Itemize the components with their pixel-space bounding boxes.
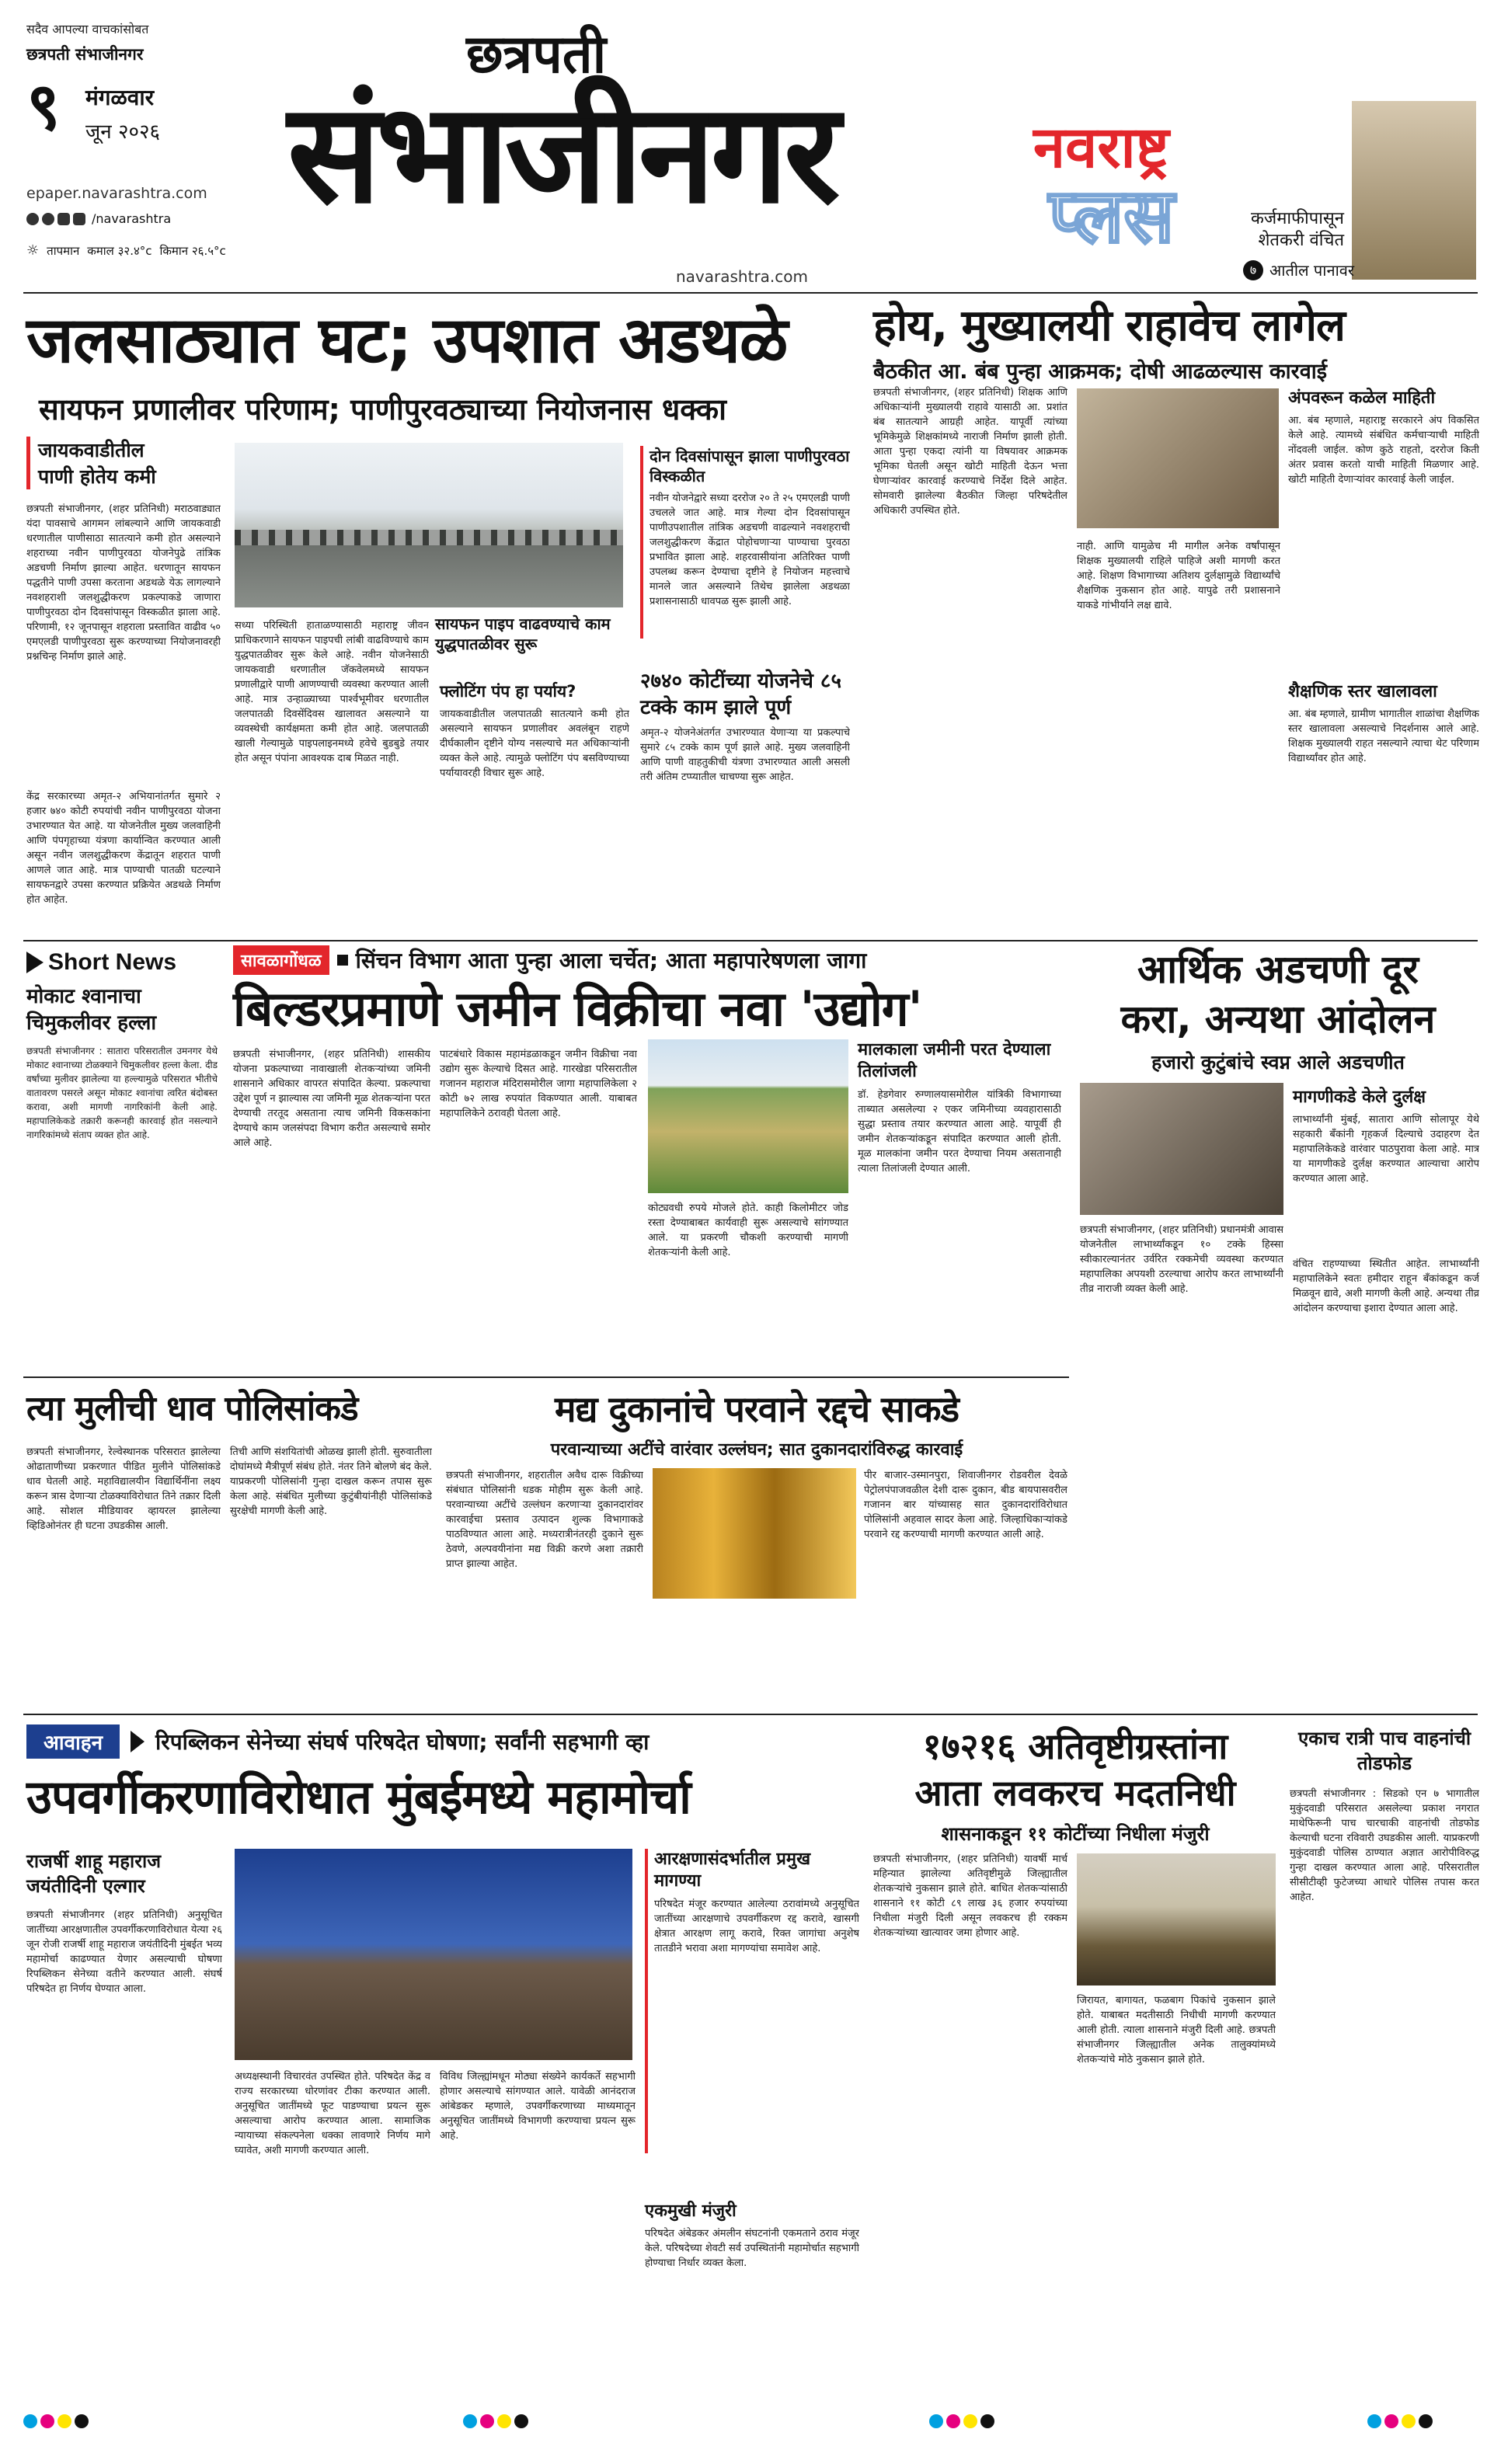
section-rule-1: [23, 940, 1478, 941]
meeting-side-body: आ. बंब म्हणाले, महाराष्ट्र सरकारने अंप विकसित केले आहे. त्यामध्ये संबंधित कर्मचाऱ्याची माहिती नोंदवली जाईल. कोण कुठे राहतो, दररोज किती अंतर प्रवास करतो याची माहिती मिळणार आहे. खोटी माहिती देणाऱ्यांवर कारवाई केली जाईल.: [1288, 415, 1479, 485]
lead-body-2: केंद्र सरकारच्या अमृत-२ अभियानांतर्गत सुमारे २ हजार ७४० कोटी रुपयांची नवीन पाणीपुरवठा योजना उभारण्यात येत आहे. या योजनेतील मुख्य जलवाहिनी आणि पंपगृहाच्या यंत्रणा कार्यान्वित करण्यात आली असून नवीन जलशुद्धीकरण केंद्रातून शहरात पाणी आणले जात आहे. मात्र पाण्याची पातळी घटल्याने सायफनद्वारे उपसा करण्यात प्रक्रियेत अडथळे निर्माण होत आहेत.: [26, 791, 221, 906]
teaser-label: आतील पानावर: [1269, 261, 1355, 280]
shortnews-label: Short News: [26, 949, 218, 976]
shortnews-body: छत्रपती संभाजीनगर : सातारा परिसरातील उमनगर येथे मोकाट श्वानाच्या टोळक्याने चिमुकलीवर हल्ला केला. दीड वर्षांच्या मुलीवर झालेल्या या हल्ल्यामुळे परिसरात भीतीचे वातावरण पसरले असून मोकाट श्वानांचा त्वरित बंदोबस्त करावा, अशी मागणी नागरिकांनी केली आहे. महापालिकेकडे तक्रारी करूनही कारवाई होत नसल्याने नागरिकांमध्ये संताप व्यक्त होत आहे.: [26, 1046, 218, 1140]
builder-kicker-line: सिंचन विभाग आता पुन्हा आला चर्चेत; आता महापारेषणला जागा: [355, 948, 867, 973]
lead-headline: जलसाठ्यात घट; उपशात अडथळे: [26, 304, 788, 378]
rally-photo: [235, 1849, 632, 2060]
lead-box2-title: २७४० कोटींच्या योजनेचे ८५ टक्के काम झाले पूर्ण: [640, 670, 841, 719]
meeting-subhead: बैठकीत आ. बंब पुन्हा आक्रमक; दोषी आढळल्यास कारवाई: [873, 360, 1327, 384]
liquor-body: छत्रपती संभाजीनगर, शहरातील अवैध दारू विक्रीच्या संबंधात पोलिसांनी धडक मोहीम सुरू केली आहे. परवान्याच्या अटींचे उल्लंघन करणाऱ्या दुकानदारांवर कारवाईचा प्रस्ताव उत्पादन शुल्क विभागाकडे पाठविण्यात आला आहे. मध्यरात्रीनंतरही दुकाने सुरू ठेवणे, अल्पवयीनांना मद्य विक्री करणे अशा तक्रारी प्राप्त झाल्या आहेत.: [446, 1470, 643, 1570]
builder-box-body: डॉ. हेडगेवार रुग्णालयासमोरील यांत्रिकी विभागाच्या ताब्यात असलेल्या २ एकर जमिनीच्या व्यवहारासाठी सुद्धा प्रस्ताव तयार करण्यात आला आहे. यापूर्वी ही जमीन शेतकऱ्यांकडून संपादित करण्यात आली होती. मूळ मालकांना जमीन परत देण्याचा नियम असतानाही त्याला तिलांजली देण्यात आली.: [858, 1089, 1061, 1175]
loan-subhead: हजारो कुटुंबांचे स्वप्न आले अडचणीत: [1151, 1051, 1405, 1074]
shortnews-title: मोकाट श्वानाचा चिमुकलीवर हल्ला: [26, 985, 157, 1035]
loan-side: [1293, 1084, 1479, 1246]
lead-sidebar-line1: जायकवाडीतील: [38, 439, 145, 461]
masthead-title: संभाजीनगर: [287, 73, 836, 234]
facebook-icon[interactable]: [26, 213, 39, 225]
relief-body: छत्रपती संभाजीनगर, (शहर प्रतिनिधी) यावर्षी मार्च महिन्यात झालेल्या अतिवृष्टीमुळे जिल्ह्यातील शेतकऱ्यांचे नुकसान झाले होते. बाधित शेतकऱ्यांसाठी शासनाने ११ कोटी ८९ लाख ३६ हजार रुपयांच्या निधीला मंजुरी दिली असून लवकरच ही रक्कम शेतकऱ्यांच्या खात्यावर जमा होणार आहे.: [873, 1853, 1067, 1939]
registration-marks-left: [23, 2414, 92, 2428]
lead-box2-body: अमृत-२ योजनेअंतर्गत उभारण्यात येणाऱ्या या प्रकल्पाचे सुमारे ८५ टक्के काम पूर्ण झाले आहे. मुख्य जलवाहिनी आणि पाणी वाहतुकीची यंत्रणा उभारण्यात आली असली तरी अंतिम टप्प्यातील चाचण्या सुरू आहेत.: [640, 727, 850, 783]
floating-pump: [440, 680, 629, 931]
loan-body-2: वंचित राहण्याच्या स्थितीत आहेत. लाभार्थ्यांनी महापालिकेने स्वतः हमीदार राहून बँकांकडून कर्ज मिळवून द्यावे, अशी मागणी केली आहे. अन्यथा तीव्र आंदोलन करण्याचा इशारा देण्यात आला आहे.: [1293, 1258, 1479, 1314]
builder-kicker-row: [233, 945, 1064, 976]
weather-row: [26, 242, 226, 259]
lead-sidebar-line2: पाणी होतेय कमी: [38, 465, 156, 488]
loan-headline: [1080, 945, 1476, 1044]
loan-side-title: मागणीकडे केले दुर्लक्ष: [1293, 1088, 1426, 1107]
lead-body-3: सध्या परिस्थिती हाताळण्यासाठी महाराष्ट्र जीवन प्राधिकरणाने सायफन पाइपची लांबी वाढविण्याचे काम युद्धपातळीवर सुरू केले आहे. नवीन योजनेसाठी जायकवाडी धरणातील जॅकवेलमध्ये सायफन प्रणालीद्वारे पाणी आणण्याची व्यवस्था करण्यात आली आहे. मात्र उन्हाळ्याच्या पार्श्वभूमीवर धरणातील जलपातळी दिवसेंदिवस खालावत असल्याने या व्यवस्थेची कार्यक्षमता कमी होत आहे. जलपातळी खाली गेल्यामुळे पाइपलाइनमध्ये हवेचे बुडबुडे तयार होत असून पंपांना आवश्यक दाब मिळत नाही.: [235, 620, 429, 764]
floating-pump-title: फ्लोटिंग पंप हा पर्याय?: [440, 682, 576, 701]
twitter-icon[interactable]: [42, 213, 54, 225]
social-row: [26, 211, 171, 226]
loan-side-body: लाभार्थ्यांनी मुंबई, सातारा आणि सोलापूर येथे सहकारी बँकांनी गृहकर्ज दिल्याचे उदाहरण देत महापालिकेकडे वारंवार पाठपुरावा केला आहे. मात्र या मागणीकडे दुर्लक्ष करण्यात आल्याचा आरोप करण्यात आला आहे.: [1293, 1114, 1479, 1185]
relief-headline-1: १७२१६ अतिवृष्टीग्रस्तांना: [922, 1725, 1228, 1767]
liquor-headline: मद्य दुकानांचे परवाने रद्दचे साकडे: [554, 1388, 959, 1430]
temp-max: कमाल ३२.४°c: [87, 243, 152, 258]
instagram-icon[interactable]: [57, 213, 70, 225]
aavahan-arrow-icon: [131, 1731, 145, 1752]
meeting-side-title: अंपवरून कळेल माहिती: [1288, 388, 1436, 408]
builder-body-2: पाटबंधारे विकास महामंडळाकडून जमीन विक्रीचा नवा उद्योग सुरू केल्याचे दिसत आहे. गारखेडा परिसरातील गजानन महाराज मंदिरासमोरील जागा महापालिकेला २ कोटी ७२ लाख रुपयांत विकण्यात आली. याबाबत महापालिकेने ठरावही घेतला आहे.: [440, 1049, 637, 1119]
bottles-photo: [653, 1468, 856, 1599]
vehicles-headline: एकाच रात्री पाच वाहनांची तोडफोड: [1297, 1728, 1471, 1774]
temp-min: किमान २६.५°c: [159, 243, 226, 258]
lead-box-title: दोन दिवसांपासून झाला पाणीपुरवठा विस्कळीत: [650, 447, 850, 485]
teaser-page-row[interactable]: [1243, 259, 1354, 280]
edition-city: छत्रपती संभाजीनगर: [26, 45, 144, 64]
aavahan-headline: उपवर्गीकरणाविरोधात मुंबईमध्ये महामोर्चा: [26, 1770, 691, 1825]
lead-body-1: छत्रपती संभाजीनगर, (शहर प्रतिनिधी) मराठवाड्यात यंदा पावसाचे आगमन लांबल्याने आणि जायकवाडी धरणातील पाणीसाठा सातत्याने कमी होत असल्याने शहराच्या नवीन पाणीपुरवठा योजनेपुढे तांत्रिक अडचणी निर्माण झाल्या आहेत. धरणातून सायफन पद्धतीने पाणी उपसा करताना अडथळे येऊ लागल्याने नवशहराशी जलशुद्धीकरण प्रकल्पाकडे जाणारा पाणीपुरवठा दोन दिवसांपासून विस्कळीत झाला आहे. परिणामी, १२ जूनपासून शहराला प्रस्तावित वाढीव ५० एमएलडी पाणीपुरवठा सुरू करण्याच्या नियोजनावरही प्रश्नचिन्ह निर्माण झाले आहे.: [26, 503, 221, 663]
dam-photo: [235, 443, 623, 607]
meeting-headline: होय, मुख्यालयी राहावेच लागेल: [873, 301, 1345, 351]
teaser-page: ७: [1243, 260, 1263, 280]
lead-box: [640, 446, 850, 639]
meeting-side: [1288, 385, 1479, 680]
girl-body-2: तिची आणि संशयितांची ओळख झाली होती. सुरुवातीला दोघांमध्ये मैत्रीपूर्ण संबंध होते. नंतर तिने बोलणे बंद केले. याप्रकरणी पोलिसांनी गुन्हा दाखल करून तपास सुरू केला आहे. संबंधित मुलीच्या कुटुंबीयांनीही पोलिसांकडे सुरक्षेची मागणी केली आहे.: [230, 1446, 432, 1517]
kicker-square-icon: [337, 955, 348, 966]
farmland-photo: [648, 1039, 848, 1193]
epaper-link[interactable]: epaper.navarashtra.com: [26, 185, 207, 202]
lead-sidebar-label: [26, 437, 210, 489]
aavahan-box2: [645, 2198, 859, 2382]
section-rule-2: [23, 1376, 1069, 1378]
girl-headline: त्या मुलीची धाव पोलिसांकडे: [26, 1389, 358, 1429]
aavahan-kicker-row: [26, 1723, 861, 1760]
meeting-side2: [1288, 679, 1479, 935]
builder-kicker: सावळागोंधळ: [233, 945, 329, 975]
lead-box2: [640, 668, 850, 920]
weather-label: तापमान: [47, 243, 80, 258]
social-handle[interactable]: /navarashtra: [92, 211, 172, 226]
date-day: ९: [26, 68, 61, 144]
builder-body-3: कोट्यवधी रुपये मोजले होते. काही किलोमीटर जोड रस्ता देण्याबाबत कार्यवाही सुरू असल्याचे सांगण्यात आले. या प्रकरणी चौकशी करण्याची मागणी शेतकऱ्यांनी केली आहे.: [648, 1202, 848, 1258]
lead-subhead: सायफन प्रणालीवर परिणाम; पाणीपुरवठ्याच्या नियोजनास धक्का: [39, 392, 726, 426]
loan-headline-2: करा, अन्यथा आंदोलन: [1120, 997, 1436, 1042]
meeting-body: छत्रपती संभाजीनगर, (शहर प्रतिनिधी) शिक्षक आणि अधिकाऱ्यांनी मुख्यालयी राहावे यासाठी आ. प्रशांत बंब सातत्याने आग्रही आहेत. यापूर्वी त्यांच्या भूमिकेमुळे शिक्षकांमध्ये नाराजी निर्माण झाली होती. आता पुन्हा एकदा त्यांनी या विषयावर आक्रमक भूमिका घेतली असून खोटी माहिती देऊन भत्ता घेणाऱ्यांवर कारवाई करण्याचे निर्देश दिले आहेत. सोमवारी झालेल्या बैठकीत जिल्हा परिषदेतील अधिकारी उपस्थित होते.: [873, 387, 1067, 517]
masthead-tagline: सदैव आपल्या वाचकांसोबत: [26, 22, 149, 37]
brand-bottom: प्लस: [1049, 172, 1175, 259]
floating-pump-body: जायकवाडीतील जलपातळी सातत्याने कमी होत असल्याने सायफन प्रणालीवर अवलंबून राहणे दीर्घकालीन दृष्टीने योग्य नसल्याचे मत अधिकाऱ्यांनी व्यक्त केले आहे. त्यामुळे फ्लोटिंग पंप बसविण्याच्या पर्यायावरही विचार सुरू आहे.: [440, 708, 629, 779]
section-rule-3: [23, 1714, 1478, 1715]
youtube-icon[interactable]: [73, 213, 85, 225]
meeting-body-2: नाही. आणि यामुळेच मी मागील अनेक वर्षांपासून शिक्षक मुख्यालयी राहिले पाहिजे अशी मागणी करत आहे. शिक्षण विभागाच्या अतिशय दुर्लक्षामुळे विद्यार्थ्यांचे शैक्षणिक नुकसान होत आहे. यापुढे तरी प्रशासनाने याकडे गांभीर्याने लक्ष द्यावे.: [1077, 541, 1280, 611]
registration-marks-right: [1367, 2414, 1436, 2428]
aavahan-label: आवाहन: [26, 1724, 120, 1759]
aavahan-side-body: छत्रपती संभाजीनगर (शहर प्रतिनिधी) अनुसूचित जातींच्या आरक्षणातील उपवर्गीकरणाविरोधात येत्या २६ जून रोजी राजर्षी शाहू महाराज जयंतीदिनी मुंबईत भव्य महामोर्चा काढण्यात येणार असल्याची घोषणा रिपब्लिकन सेनेच्या वतीने करण्यात आली. संघर्ष परिषदेत हा निर्णय घेण्यात आला.: [26, 1909, 222, 1995]
photo-caption-title: सायफन पाइप वाढवण्याचे काम युद्धपातळीवर सुरू: [435, 614, 611, 653]
weekday: मंगळवार: [85, 85, 155, 110]
protest-photo: [1080, 1083, 1283, 1215]
damaged-field-photo: [1077, 1853, 1276, 1985]
liquor-body-2: पीर बाजार-उस्मानपुरा, शिवाजीनगर रोडवरील देवळे पेट्रोलपंपाजवळील देशी दारू दुकान, बीड बायपासवरील गजानन बार यांच्यासह सात दुकानदारांविरोधात पोलिसांनी अहवाल सादर केला आहे. जिल्हाधिकाऱ्यांकडे परवाने रद्द करण्याची मागणी करण्यात आली आहे.: [864, 1470, 1067, 1540]
builder-headline: बिल्डरप्रमाणे जमीन विक्रीचा नवा 'उद्योग': [233, 980, 922, 1037]
meeting-photo: [1077, 388, 1279, 528]
aavahan-body-2: विविध जिल्ह्यांमधून मोठ्या संख्येने कार्यकर्ते सहभागी होणार असल्याचे सांगण्यात आले. यावेळी आनंदराज आंबेडकर म्हणाले, उपवर्गीकरणाच्या माध्यमातून अनुसूचित जातींमध्ये विभागणी करण्याचा प्रयत्न सुरू आहे.: [440, 2071, 636, 2142]
meeting-side2-title: शैक्षणिक स्तर खालावला: [1288, 682, 1437, 701]
girl-body: छत्रपती संभाजीनगर, रेल्वेस्थानक परिसरात झालेल्या ओढाताणीच्या प्रकरणात पीडित मुलीने पोलिसांकडे धाव घेतली आहे. महाविद्यालयीन विद्यार्थिनींना लक्ष्य करून त्रास देणाऱ्या टोळक्याविरोधात तिने तक्रार दिली आहे. सोशल मीडियावर व्हायरल झालेल्या व्हिडिओनंतर ही घटना उघडकीस आली.: [26, 1446, 221, 1532]
vehicles-body: छत्रपती संभाजीनगर : सिडको एन ७ भागातील मुकुंदवाडी परिसरात असलेल्या प्रकाश नगरात माथेफिरूनी पाच चारचाकी वाहनांची तोडफोड केल्याची घटना रविवारी उघडकीस आली. याप्रकरणी मुकुंदवाडी पोलिस ठाण्यात अज्ञात आरोपीविरुद्ध गुन्हा दाखल करण्यात आला आहे. परिसरातील सीसीटीव्ही फुटेजच्या आधारे पोलिस तपास करत आहेत.: [1290, 1788, 1479, 1903]
masthead: [0, 0, 1501, 303]
relief-headline-2: आता लवकरच मदतनिधी: [914, 1772, 1236, 1814]
aavahan-side-title: राजर्षी शाहू महाराज जयंतीदिनी एल्गार: [26, 1850, 162, 1897]
title-small: छत्रपती: [466, 24, 607, 85]
shortnews-arrow-icon: [26, 952, 44, 973]
month-year: जून २०२६: [85, 120, 161, 144]
meeting-side2-body: आ. बंब म्हणाले, ग्रामीण भागातील शाळांचा शैक्षणिक स्तर खालावला असल्याचे निदर्शनास आले आहे. शिक्षक मुख्यालयी राहत नसल्याने त्याचा थेट परिणाम विद्यार्थ्यांवर होत आहे.: [1288, 708, 1479, 764]
loan-headline-1: आर्थिक अडचणी दूर: [1137, 947, 1419, 992]
aavahan-body: अध्यक्षस्थानी विचारवंत उपस्थित होते. परिषदेत केंद्र व राज्य सरकारच्या धोरणांवर टीका करण्यात आली. अनुसूचित जातींमध्ये फूट पाडण्याचा प्रयत्न सुरू असल्याचा आरोप करण्यात आला. सामाजिक न्यायाच्या संकल्पनेला धक्का लावणारे निर्णय मागे घ्यावेत, अशी मागणी करण्यात आली.: [235, 2071, 430, 2156]
registration-marks-center: [463, 2414, 531, 2428]
brand-top: नवराष्ट्र: [1033, 114, 1169, 181]
masthead-rule: [23, 292, 1478, 294]
aavahan-box2-body: परिषदेत अंबेडकर अंमलीन संघटनांनी एकमताने ठराव मंजूर केले. परिषदेच्या शेवटी सर्व उपस्थितांनी महामोर्चात सहभागी होण्याचा निर्धार व्यक्त केला.: [645, 2228, 859, 2269]
lead-box-body: नवीन योजनेद्वारे सध्या दररोज २० ते २५ एमएलडी पाणी उचलले जात आहे. मात्र गेल्या दोन दिवसांपासून पाणीउपशातील तांत्रिक अडचणी वाढल्याने नवशहराची जलशुद्धीकरण केंद्रात पोहोचणाऱ्या पाण्याचा पुरवठा प्रभावित झाला आहे. शहरवासीयांना अतिरिक्त पाणी उपलब्ध करून देण्याचा दृष्टीने हे नियोजन महत्त्वाचे मानले जात असल्याने तिथेच झालेला अडथळा प्रशासनासाठी धावपळ सुरू झाली आहे.: [650, 492, 850, 607]
builder-box-title: मालकाला जमीनी परत देण्याला तिलांजली: [858, 1040, 1051, 1081]
teaser-photo[interactable]: [1352, 101, 1476, 280]
builder-body-1: छत्रपती संभाजीनगर, (शहर प्रतिनिधी) शासकीय योजना प्रकल्पाच्या नावाखाली शेतकऱ्यांच्या जमिनी शासनाने अधिकार वापरत संपादित केल्या. प्रकल्पाचा उद्देश पूर्ण न झाल्यास त्या जमिनी मूळ शेतकऱ्यांना परत देण्याची तरतूद असताना त्याच जमिनी विकसकांना देण्याचे काम जलसंपदा विभाग करीत असल्याचे समोर आले आहे.: [233, 1049, 430, 1149]
aavahan-kicker-line: रिपब्लिकन सेनेच्या संघर्ष परिषदेत घोषणा; सर्वांनी सहभागी व्हा: [155, 1729, 650, 1755]
relief-subhead: शासनाकडून ११ कोटींच्या निधीला मंजुरी: [941, 1823, 1210, 1845]
weather-icon: ☼: [26, 242, 40, 259]
relief-body-2: जिरायत, बागायत, फळबाग पिकांचे नुकसान झाले होते. याबाबत मदतीसाठी निधीची मागणी करण्यात आली होती. त्याला शासनाने मंजुरी दिली आहे. छत्रपती संभाजीनगर जिल्ह्यातील अनेक तालुक्यांमध्ये शेतकऱ्यांचे मोठे नुकसान झाले होते.: [1077, 1995, 1276, 2066]
website[interactable]: navarashtra.com: [676, 267, 808, 286]
builder-box: [858, 1039, 1061, 1344]
teaser-text[interactable]: कर्जमाफीपासून शेतकरी वंचित: [1250, 209, 1344, 250]
aavahan-box-title: आरक्षणासंदर्भातील प्रमुख मागण्या: [654, 1850, 811, 1891]
registration-marks-mid: [929, 2414, 998, 2428]
aavahan-box-body: परिषदेत मंजूर करण्यात आलेल्या ठरावांमध्ये अनुसूचित जातींच्या आरक्षणाचे उपवर्गीकरण रद्द करावे, खासगी क्षेत्रात आरक्षण लागू करावे, रिक्त जागांचा अनुशेष तातडीने भरावा अशा मागण्यांचा समावेश आहे.: [654, 1898, 859, 1954]
liquor-subhead: परवान्याच्या अटींचे वारंवार उल्लंघन; सात दुकानदारांविरुद्ध कारवाई: [550, 1440, 963, 1460]
loan-body: छत्रपती संभाजीनगर, (शहर प्रतिनिधी) प्रधानमंत्री आवास योजनेतील लाभार्थ्यांकडून १० टक्के हिस्सा स्वीकारल्यानंतर उर्वरित रक्कमेची व्यवस्था करण्यात महापालिका अपयशी ठरल्याचा आरोप करत लाभार्थ्यांनी तीव्र नाराजी व्यक्त केली आहे.: [1080, 1224, 1283, 1295]
relief-headline: [873, 1723, 1277, 1816]
aavahan-box2-title: एकमुखी मंजुरी: [645, 2201, 737, 2221]
aavahan-box: [645, 1849, 859, 2153]
